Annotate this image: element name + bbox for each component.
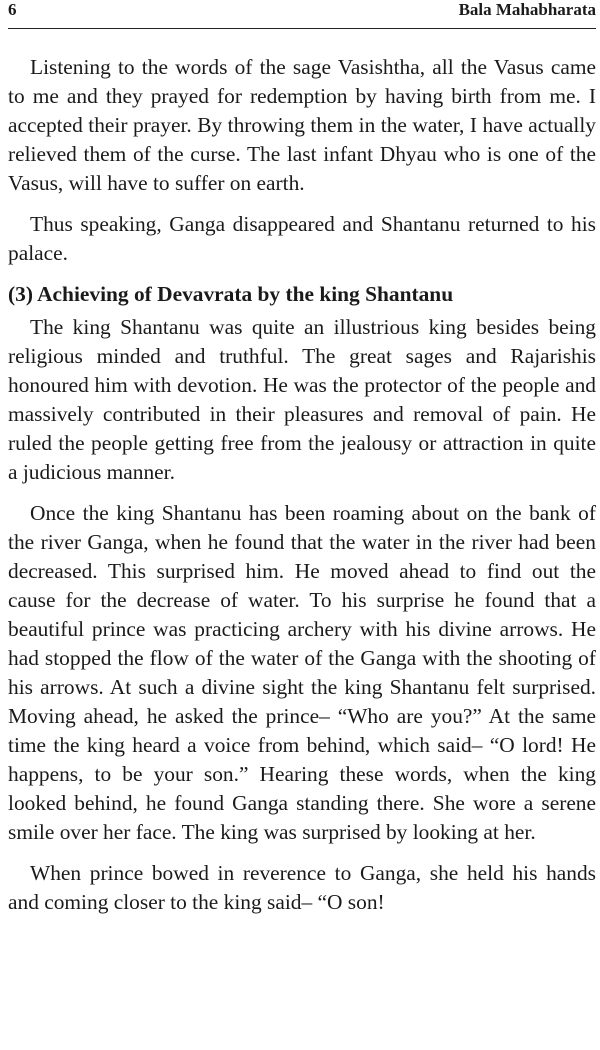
book-page [8, 0, 596, 1050]
paragraph-prince-bowed: When prince bowed in reverence to Ganga, she held his hands and coming closer to the king said– “O son! [8, 861, 596, 914]
running-title: Bala Mahabharata [458, 0, 596, 19]
page-header [8, 0, 596, 29]
section-heading: (3) Achieving of Devavrata by the king Shantanu [8, 282, 454, 306]
paragraph-vasishtha: Listening to the words of the sage Vasishtha, all the Vasus came to me and they prayed for redemption by having birth from me. I accepted their prayer. By throwing them in the water, I have actually relieved them of the curse. The last infant Dhyau who is one of the Vasus, will have to suffer on earth. [8, 55, 596, 195]
page-body [8, 53, 596, 917]
paragraph-river-ganga: Once the king Shantanu has been roaming about on the bank of the river Ganga, when he found that the water in the river had been decreased. This surprised him. He moved ahead to find out the cause for the decrease of water. To his surprise he found that a beautiful prince was practicing archery with his divine arrows. He had stopped the flow of the water of the Ganga with the shooting of his arrows. At such a divine sight the king Shantanu felt surprised. Moving ahead, he asked the prince– “Who are you?” At the same time the king heard a voice from behind, which said– “O lord! He happens, to be your son.” Hearing these words, when the king looked behind, he found Ganga standing there. She wore a serene smile over her face. The king was surprised by looking at her. [8, 501, 596, 844]
paragraph-king-shantanu: The king Shantanu was quite an illustrious king besides being religious minded and truthful. The great sages and Rajarishis honoured him with devotion. He was the protector of the people and massively contributed in their pleasures and removal of pain. He ruled the people getting free from the jealousy or attraction in quite a judicious manner. [8, 315, 596, 484]
page-number: 6 [8, 0, 17, 19]
paragraph-ganga-disappeared: Thus speaking, Ganga disappeared and Shantanu returned to his palace. [8, 212, 596, 265]
